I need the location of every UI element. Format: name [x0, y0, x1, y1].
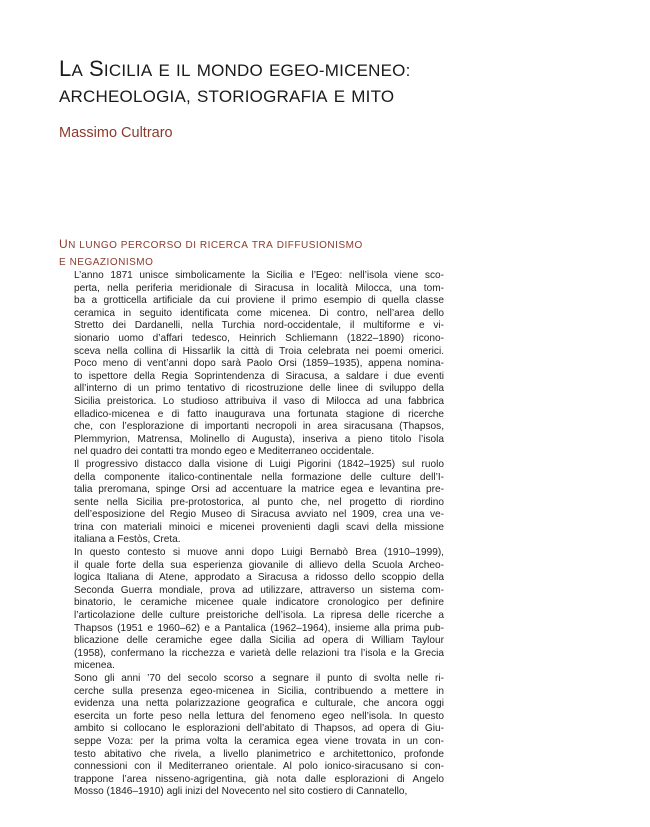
text-line: Plemmyrion, Matrensa, Molinello di Augusta), inseriva a pieno titolo l’isola [74, 433, 444, 445]
text-line: il quale forte della sua esperienza giovanile di allievo della Scuola Archeo- [74, 559, 444, 571]
text-line: evidenza una netta polarizzazione geografica e culturale, che ancora oggi [74, 698, 444, 710]
text-line: perta, nella periferia meridionale di Siracusa in località Milocca, una tom- [74, 282, 444, 294]
text-line: cerche sulla presenza egeo-micenea in Sicilia, contribuendo a mettere in [74, 685, 444, 697]
text-line: trappone l’area nisseno-agrigentina, già nota dalle esplorazioni di Angelo [74, 773, 444, 785]
text-line: trina con materiali minoici e micenei provenienti dagli scavi della missione [74, 521, 444, 533]
text-line: italiana a Festòs, Creta. [74, 534, 181, 546]
text-line: Poco meno di vent’anni dopo sarà Paolo Orsi (1859–1935), appena nomina- [74, 358, 444, 370]
text-line: sente nella Sicilia pre-protostorica, al punto che, nel progetto di riordino [74, 496, 444, 508]
text-line: ba a grotticella artificiale da cui proviene il primo esempio di quella classe [74, 295, 444, 307]
text-line: to ispettore della Regia Soprintendenza di Siracusa, a saldare i due eventi [74, 370, 444, 382]
text-line: all’interno di un primo tentativo di ricostruzione delle linee di sviluppo della [74, 383, 444, 395]
text-line: In questo contesto si muove anni dopo Luigi Bernabò Brea (1910–1999), [74, 547, 444, 559]
text-line: Seconda Guerra mondiale, prova ad utilizzare, attraverso un sistema com- [74, 584, 444, 596]
text-line: che, con l’esplorazione di importanti necropoli in area siracusana (Thapsos, [74, 421, 444, 433]
text-line: talia preromana, spinge Orsi ad accentuare la matrice egea e levantina pre- [74, 484, 444, 496]
text-line: sionario uomo d’affari tedesco, Heinrich Schliemann (1822–1890) ricono- [74, 332, 444, 344]
title-line-1: LA SICILIA E IL MONDO EGEO-MICENEO: [59, 56, 411, 81]
text-line: ceramica in seguito identificata come micenea. Di contro, nell’area dello [74, 307, 444, 319]
text-line: Sono gli anni ’70 del secolo scorso a segnare il punto di svolta nelle ri- [74, 673, 444, 684]
text-line: blicazione delle ceramiche egee dalla Sicilia ad opera di William Taylour [74, 635, 444, 647]
body-paragraph [59, 459, 444, 547]
text-line: (1958), confermano la ricchezza e varietà delle relazioni tra l’isola e la Grecia [74, 647, 444, 659]
text-line: ambito si collocano le esplorazioni dell’abitato di Thapsos, ad opera di Giu- [74, 723, 444, 735]
text-line: Il progressivo distacco dalla visione di Luigi Pigorini (1842–1925) sul ruolo [74, 458, 444, 470]
text-line: binatorio, le ceramiche micenee quale indicatore cronologico per definire [74, 597, 444, 609]
text-line: l’articolazione delle culture preistoriche dell’isola. La ripresa delle ricerche a [74, 610, 444, 622]
text-line: Thapsos (1951 e 1960–62) e a Pantalica (1962–1964), insieme alla prima pub- [74, 622, 444, 634]
text-line: della componente italico-continentale nella formazione delle culture dell’I- [74, 471, 444, 483]
text-line: Stretto dei Dardanelli, nella Turchia nord-occidentale, il multiforme e vi- [74, 320, 444, 332]
text-line: testo abitativo che rivela, a livello planimetrico e architettonico, profonde [74, 748, 444, 760]
text-line: logica Italiana di Atene, approdato a Siracusa a ridosso dello scoppio della [74, 572, 444, 584]
section-heading-line-2: E NEGAZIONISMO [59, 257, 154, 268]
text-line: L’anno 1871 unisce simbolicamente la Sicilia e l’Egeo: nell’isola viene sco- [74, 270, 444, 281]
body-paragraph [59, 673, 444, 799]
text-line: esercita un forte peso nella lettura del fenomeno egeo nell’isola. In questo [74, 710, 444, 722]
text-line: sceva nella collina di Hissarlik la città di Troia celebrata nei poemi omerici. [74, 345, 444, 357]
article-title [59, 56, 529, 109]
text-line: elladico-micenea e di fatto inaugurava una fortunata stagione di ricerche [74, 408, 444, 420]
body-paragraph [59, 270, 444, 459]
text-line: Sicilia preistorica. Lo studioso attribuiva il vaso di Milocca ad una fabbrica [74, 395, 444, 407]
text-line: connessioni con il Mediterraneo orientale. Al polo ionico-siracusano si con- [74, 761, 444, 773]
author-name: Massimo Cultraro [59, 125, 173, 141]
section-heading-line-1: UN LUNGO PERCORSO DI RICERCA TRA DIFFUSIONISMO [59, 237, 363, 251]
body-paragraph [59, 547, 444, 673]
title-line-2: ARCHEOLOGIA, STORIOGRAFIA E MITO [59, 87, 395, 106]
text-line: nel quadro dei contatti tra mondo egeo e Mediterraneo occidentale. [74, 446, 375, 458]
text-line: dell’esposizione del Regio Museo di Siracusa avviato nel 1909, crea una ve- [74, 509, 444, 521]
article-body [59, 270, 444, 799]
text-line: seppe Voza: per la prima volta la ceramica egea viene trovata in un con- [74, 735, 444, 747]
text-line: Mosso (1846–1910) agli inizi del Novecento nel sito costiero di Cannatello, [74, 786, 408, 798]
section-heading [59, 236, 449, 271]
text-line: micenea. [74, 660, 115, 672]
